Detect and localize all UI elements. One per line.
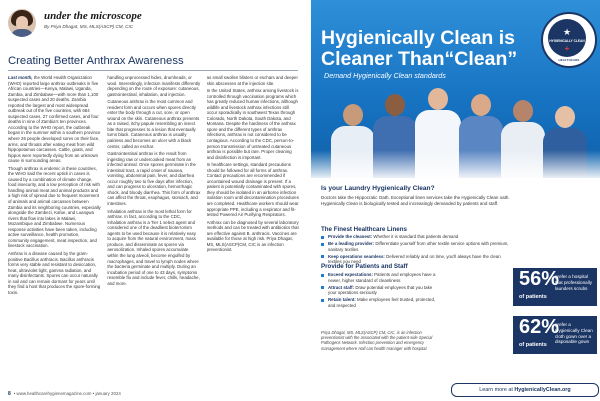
article-paragraph: Last month, the World Health Organization (WHO) reported large anthrax outbreaks in five African countries—Kenya, Malawi, Uganda, Zambia, and Zimbabwe—with more than 1,100 suspected cases and 20 deaths. Zambia reported the largest and most widespread outbreak out of the five countries, with 684 suspected cases, 27 confirmed cases, and four deaths in nine of Zambia's ten provinces. According to the WHO report, the outbreak began in the summer within a southern province where 26 people developed sores on their face, arms, and throats after eating meat from wild hippopotamus carcasses. Cattle, goats, and hippos were reportedly dying from an unknown cause in surrounding areas. [8, 75, 101, 164]
article-paragraph: Inhalation anthrax is the most lethal form for anthrax. In fact, according to the CDC, Inhalation anthrax is a Tier 1 select agent and considered one of the deadliest bioterrorism agents to be used because it is relatively easy to acquire from the natural environment, mass produce, and disseminate as spores via aerosolization. Inhaled spores accumulate within the lung alveoli, become engulfed by macrophages, and travel to lymph nodes where the bacteria germinate and multiply. During an incubation period of one to 43 days, symptoms resemble flu and include fever, chills, headache, and more. [107, 208, 200, 286]
ad-subtitle: Demand Hygienically Clean standards [324, 71, 446, 80]
finest-list [321, 234, 511, 266]
ad-hero [311, 0, 600, 178]
article-paragraph: as small swollen blisters or eschars and deeper skin abscesses at the injection site. [206, 75, 298, 86]
article-paragraph: Anthrax can be diagnosed by several laboratory methods and can be treated with antibiotics that are effective against B. anthracis. Vaccines are available for those at high risk. Priya Dhagat, MS, MLS(ASCP)CM, CIC is an infection preventionist. [206, 219, 299, 253]
article-paragraph: Though anthrax is endemic in these countries, the WHO said the recent uptick in cases is caused by a combination of climate change, food insecurity, and a low perception of risk with handling animal meat and animal products and a high risk of spread due to frequent movement of animals and animal carcasses between Zambia and its neighboring countries, especially alongside the Zambezi, Kafue, and Luangwa rivers that flow into lakes in Malawi, Mozambique and Zimbabwe. Numerous response activities have been taken, including active surveillance, health promotion, community engagement, meat inspection, and livestock vaccination. [8, 165, 101, 249]
article-paragraph: In healthcare settings, standard precautions should be followed for all forms of anthrax. Contact precautions are recommended if uncontained wound drainage is present. If a patient is potentially contaminated with spores, they should be isolated in an airborne infection isolation room until decontamination procedures are completed. Healthcare workers should wear appropriate PPE, including a respirator and fit-tested Powered Air Purifying Respirators. [206, 162, 299, 218]
learn-more-link[interactable]: Learn more at HygienicallyClean.org [451, 383, 599, 397]
ad-question: Is your Laundry Hygienically Clean? [321, 185, 435, 192]
article-paragraph: Cutaneous anthrax is the most common and resident form and occurs when spores directly enter the body through a cut, sore, or open wound on the skin. Cutaneous anthrax presents as a raised, itchy papule resembling an insect bite that progresses to a lesion that eventually turns black. Cutaneous anthrax is usually painless and becomes an ulcer with a black center, called an eschar. [107, 99, 200, 149]
advertisement [311, 0, 600, 401]
finest-heading: The Finest Healthcare Linens [321, 226, 407, 233]
article-paragraph: Anthrax is a disease caused by the gram-positive Bacillus anthracis. Bacillus anthracis forms very stable and resistant to desiccation, heat, ultraviolet light, gamma radiation, and many disinfectants. Spores can occur naturally in soil and can remain dormant for years until they find a host that produces the spore-forming toxin. [8, 250, 101, 295]
ad-author-note: Priya Dhagat, MS, MLS(ASCP) CM, CIC, is an infection preventionist with the associated with the patient-side Special Pathogens Network. Infection prevention and emergency management where Hall can health manager with hospital. [321, 330, 433, 351]
article-headline: Creating Better Anthrax Awareness [8, 55, 184, 67]
provide-list [321, 272, 441, 310]
list-item: Keep operations seamless: Delivered reliably and on time, you'll always have the clean textiles you need [321, 254, 511, 265]
page-number: 8 [8, 391, 11, 397]
ad-intro: Doctors take the Hippocratic Oath. Exceptional linen services take the Hygienically Clean oath. Hygienically Clean is biologically tested and increasingly demanded by patients and staff. [321, 195, 510, 206]
list-item: Provide the cleanest: Whether it is standard that patients demand [321, 234, 511, 240]
article-paragraph: Gastrointestinal anthrax is the result from ingesting raw or undercooked meat from an infected animal. Once spores germinate in the intestinal tract, a rapid onset of nausea, vomiting, abdominal pain, fever, and diarrhea occur roughly two to five days after infection, and can progress to ulceration, hemorrhagic shock, and bloody diarrhea. This form of anthrax can affect the throat, esophagus, stomach, and intestines. [107, 151, 201, 207]
article-col-1 [8, 75, 101, 391]
article-col-2 [107, 75, 200, 391]
list-item: Attract staff: Draw potential employees that you take your operations seriously [321, 285, 441, 296]
list-item: Be a leading provider: Differentiate yourself from other textile service options with premium, sanitary textiles [321, 241, 511, 252]
footer-text: • www.healthcarehygienemagazine.com • january 2024 [13, 391, 121, 396]
byline: By Priya Dhagat, MS, MLS(ASCP) CM, CIC [44, 24, 134, 29]
column-title: under the microscope [44, 10, 142, 22]
stat-card: 56% of patients prefer a hospital that professionally launders scrubs [513, 268, 597, 306]
article-col-3 [207, 75, 300, 391]
author-avatar [8, 9, 36, 37]
lead-in: Last month, [8, 75, 33, 80]
provide-heading: Provide for Patients and Staff [321, 263, 408, 270]
article-paragraph: In the United States, anthrax among livestock is controlled through vaccination programs which has greatly reduced human infections, although wildlife and livestock anthrax infections still occur sporadically in southwest Texas through Colorado, North Dakota, South Dakota, and Montana. Despite the hardiness of the anthrax spore and the different types of anthrax infections, anthrax is not considered to be contagious. According to the CDC, person-to-person transmission of untreated cutaneous anthrax is possible but rare. Proper cleaning and disinfection is important. [206, 88, 299, 160]
headline-divider [8, 70, 298, 71]
article-body [8, 75, 300, 391]
list-item: Exceed expectations: Patients and employees have a newer, higher standard of cleanliness [321, 272, 441, 283]
ad-title: Hygienically Clean is Cleaner Than“Clean” [321, 27, 518, 70]
article-paragraph: handling unprocessed hides, drumheads, or wool. Interestingly, infection manifests differently depending on the route of exposure: cutaneous, gastrointestinal, inhalation, and injection. [107, 75, 201, 97]
stat-card: 62% of patients prefer a Hygienically Clean cloth gown over a disposable gown [513, 316, 597, 354]
page-footer [8, 391, 121, 397]
hygienically-clean-badge-icon: ★ HYGIENICALLY CLEAN + HEALTHCARE [541, 12, 597, 68]
list-item: Retain talent: Make employees feel trusted, protected, and respected [321, 297, 441, 308]
